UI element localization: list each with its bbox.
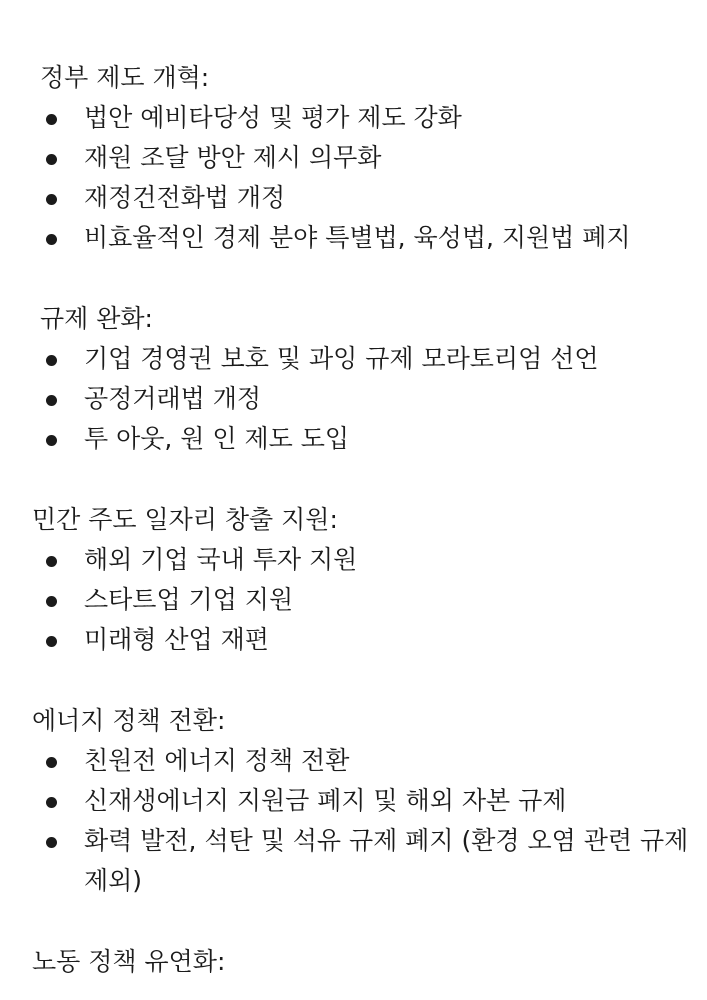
bullet-list	[32, 339, 697, 459]
list-item	[32, 540, 697, 580]
section-government-reform	[32, 58, 697, 258]
section-heading: 민간 주도 일자리 창출 지원:	[32, 505, 338, 534]
list-item-text: 스타트업 기업 지원	[84, 585, 294, 614]
list-item	[32, 580, 697, 620]
list-item-text: 재정건전화법 개정	[84, 183, 286, 212]
list-item	[32, 379, 697, 419]
bullet-icon	[46, 636, 57, 647]
list-item-text: 친원전 에너지 정책 전환	[84, 746, 350, 775]
list-item-text: 비효율적인 경제 분야 특별법, 육성법, 지원법 폐지	[84, 223, 631, 252]
section-heading: 정부 제도 개혁:	[40, 63, 210, 92]
list-item-text: 공정거래법 개정	[84, 384, 261, 413]
bullet-list	[32, 98, 697, 258]
bullet-list	[32, 741, 697, 901]
bullet-list	[32, 540, 697, 660]
list-item	[32, 98, 697, 138]
list-item	[32, 218, 697, 258]
section-heading: 에너지 정책 전환:	[32, 706, 226, 735]
list-item	[32, 419, 697, 459]
list-item-text: 법안 예비타당성 및 평가 제도 강화	[84, 103, 462, 132]
bullet-icon	[46, 797, 57, 808]
bullet-icon	[46, 757, 57, 768]
list-item	[32, 781, 697, 821]
list-item	[32, 741, 697, 781]
section-labor-policy	[32, 942, 697, 982]
list-item	[32, 178, 697, 218]
bullet-icon	[46, 234, 57, 245]
list-item	[32, 339, 697, 379]
list-item	[32, 821, 697, 901]
list-item-text: 화력 발전, 석탄 및 석유 규제 폐지 (환경 오염 관련 규제 제외)	[84, 826, 689, 895]
section-private-jobs	[32, 500, 697, 660]
list-item-text: 기업 경영권 보호 및 과잉 규제 모라토리엄 선언	[84, 344, 599, 373]
section-energy-policy	[32, 701, 697, 901]
list-item-text: 재원 조달 방안 제시 의무화	[84, 143, 382, 172]
bullet-icon	[46, 194, 57, 205]
bullet-icon	[46, 435, 57, 446]
bullet-icon	[46, 837, 57, 848]
list-item	[32, 620, 697, 660]
bullet-icon	[46, 355, 57, 366]
bullet-icon	[46, 556, 57, 567]
bullet-icon	[46, 596, 57, 607]
section-heading: 노동 정책 유연화:	[32, 947, 226, 976]
section-deregulation	[32, 299, 697, 459]
section-heading: 규제 완화:	[40, 304, 153, 333]
list-item-text: 해외 기업 국내 투자 지원	[84, 545, 358, 574]
bullet-icon	[46, 154, 57, 165]
list-item	[32, 138, 697, 178]
bullet-icon	[46, 395, 57, 406]
list-item-text: 투 아웃, 원 인 제도 도입	[84, 424, 350, 453]
bullet-icon	[46, 114, 57, 125]
list-item-text: 미래형 산업 재편	[84, 625, 269, 654]
list-item-text: 신재생에너지 지원금 폐지 및 해외 자본 규제	[84, 786, 567, 815]
